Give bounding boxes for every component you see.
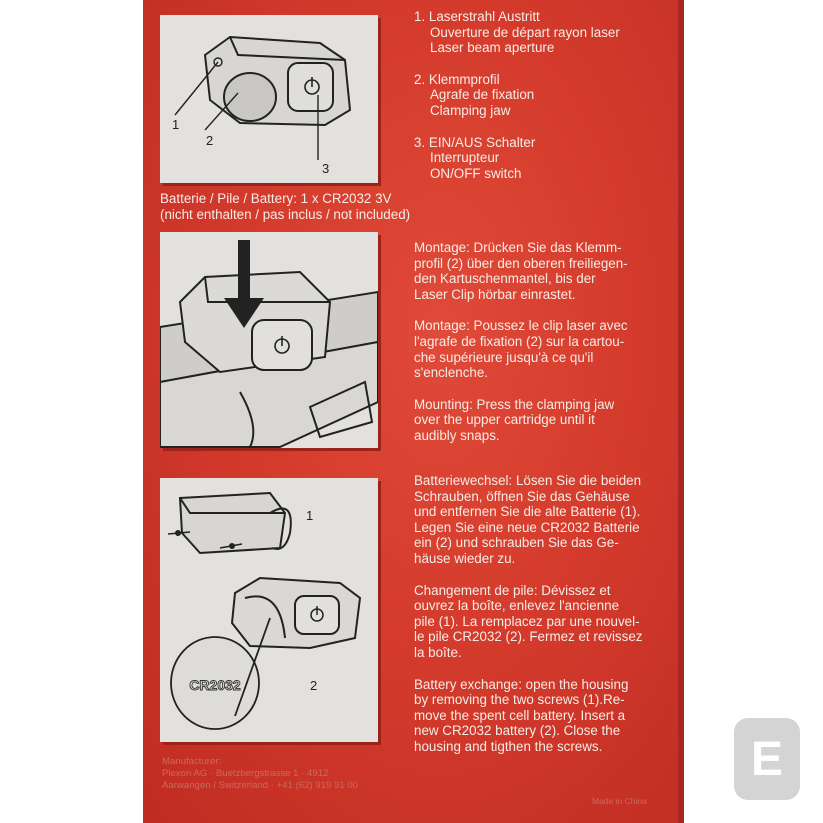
mounting-de-4: Laser Clip hörbar einrastet. [414, 286, 576, 302]
mounting-de-1: Montage: Drücken Sie das Klemm- [414, 240, 622, 255]
battery-note-line-1: Batterie / Pile / Battery: 1 x CR2032 3V [160, 191, 392, 206]
manufacturer-info [162, 756, 462, 792]
battery-diagram [160, 478, 378, 742]
mounting-diagram [160, 232, 378, 448]
battery-en-2: by removing the two screws (1).Re- [414, 692, 625, 708]
battery-fr-1: Changement de pile: Dévissez et [414, 582, 611, 598]
manufacturer-heading: Manufacturer: [162, 756, 222, 767]
mounting-de-3: den Kartuschenmantel, bis der [414, 271, 596, 287]
mounting-en-2: over the upper cartridge until it [414, 412, 595, 428]
legend-2-fr: Agrafe de fixation [430, 87, 535, 103]
battery-en-4: new CR2032 battery (2). Close the [414, 723, 621, 739]
mounting-de-2: profil (2) über den oberen freiliegen- [414, 255, 628, 271]
legend-2-en: Clamping jaw [430, 102, 511, 118]
legend-3-de: 3. EIN/AUS Schalter [414, 134, 536, 150]
mounting-fr-3: che supérieure jusqu'à ce qu'il [414, 349, 594, 365]
battery-fr-4: le pile CR2032 (2). Fermez et revissez [414, 629, 643, 645]
battery-note [160, 191, 480, 222]
legend-2-de: 2. Klemmprofil [414, 71, 500, 87]
device-diagram [160, 15, 378, 183]
fig3-label-1: 1 [306, 508, 314, 523]
battery-en-5: housing and tigthen the screws. [414, 738, 603, 754]
battery-de-5: ein (2) und schrauben Sie das Ge- [414, 535, 619, 551]
mounting-fr-4: s'enclenche. [414, 365, 489, 381]
made-in-label: Made in China [592, 796, 647, 806]
mounting-en-3: audibly snaps. [414, 427, 500, 443]
coin-label: CR2032 [189, 677, 241, 693]
label-2: 2 [206, 133, 214, 148]
mounting-en-1: Mounting: Press the clamping jaw [414, 396, 615, 412]
battery-fr-5: la boîte. [414, 644, 462, 660]
mounting-diagram-panel [160, 232, 378, 448]
battery-en-1: Battery exchange: open the housing [414, 676, 629, 692]
battery-fr-3: pile (1). La remplacez par une nouvel- [414, 613, 640, 629]
battery-de-2: Schrauben, öffnen Sie das Gehäuse [414, 488, 630, 504]
battery-en-3: move the spent cell battery. Insert a [414, 707, 626, 723]
battery-de-1: Batteriewechsel: Lösen Sie die beiden [414, 473, 642, 488]
device-diagram-panel [160, 15, 378, 183]
manufacturer-contact: Aarwangen / Switzerland · +41 (62) 919 91 00 [162, 780, 358, 791]
e-badge [734, 718, 800, 800]
mounting-fr-2: l'agrafe de fixation (2) sur la cartou- [414, 333, 625, 349]
battery-fr-2: ouvrez la boîte, enlevez l'ancienne [414, 598, 620, 614]
e-badge-letter: E [750, 732, 783, 786]
legend-1-fr: Ouverture de départ rayon laser [430, 24, 620, 40]
battery-de-4: Legen Sie eine neue CR2032 Batterie [414, 519, 640, 535]
label-1: 1 [172, 117, 180, 132]
battery-de-6: häuse wieder zu. [414, 550, 516, 566]
legend-3-fr: Interrupteur [430, 150, 500, 166]
legend-1-de: 1. Laserstrahl Austritt [414, 9, 540, 24]
battery-de-3: und entfernen Sie die alte Batterie (1). [414, 504, 641, 520]
mounting-fr-1: Montage: Poussez le clip laser avec [414, 318, 628, 334]
battery-note-line-2: (nicht enthalten / pas inclus / not included) [160, 206, 411, 222]
fig3-label-2: 2 [310, 678, 318, 693]
label-3: 3 [322, 161, 330, 176]
manufacturer-address: Plexon AG · Buetzbergstrasse 1 · 4912 [162, 768, 329, 779]
legend-1-en: Laser beam aperture [430, 40, 555, 56]
parts-legend [414, 9, 674, 181]
legend-3-en: ON/OFF switch [430, 165, 522, 181]
battery-diagram-panel [160, 478, 378, 742]
mounting-instructions [414, 240, 674, 444]
battery-instructions [414, 473, 679, 755]
